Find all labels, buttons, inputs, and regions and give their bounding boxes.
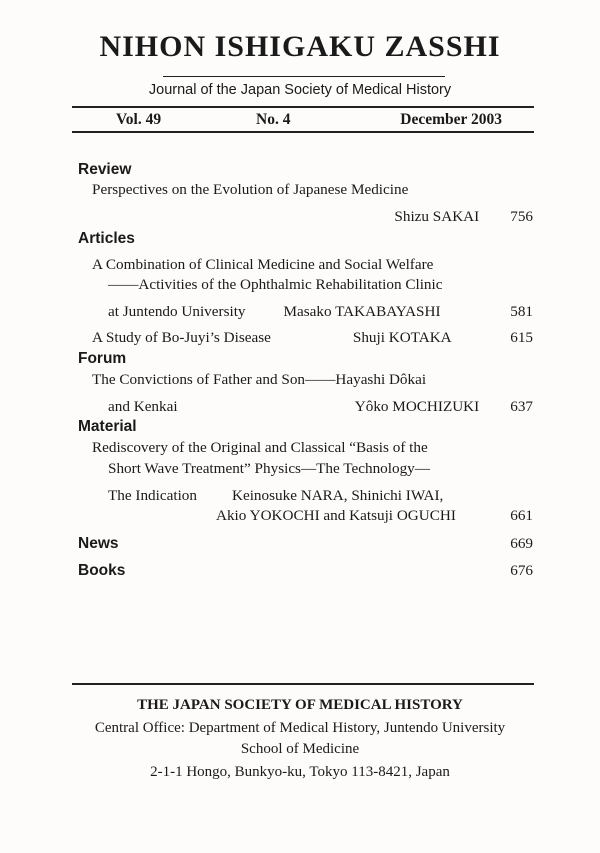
forum-page: 637 [510,398,533,415]
material-entry-row2 [216,500,533,526]
material-author-line2: Akio YOKOCHI and Katsuji OGUCHI [216,507,456,524]
issue-number-label: No. 4 [256,111,291,128]
leader-dots [454,322,509,342]
office-line1: Central Office: Department of Medical History, Juntendo University [94,720,506,736]
leader-dots [203,480,230,500]
section-heading-articles: Articles [78,230,135,247]
section-heading-review: Review [78,161,132,178]
forum-entry-row [108,391,533,417]
books-entry-row [78,555,533,581]
review-author: Shizu SAKAI [394,208,480,225]
leader-dots [180,391,353,411]
section-heading-forum: Forum [78,350,127,367]
forum-title-line2: and Kenkai [108,398,178,415]
news-entry-row [78,528,533,554]
review-title: Perspectives on the Evolution of Japanese Medicine [92,181,409,198]
leader-dots [277,322,351,342]
forum-title-line1: The Convictions of Father and Son——Hayashi Dôkai [92,371,427,388]
leader-dots [481,201,508,221]
volume-label: Vol. 49 [116,111,162,128]
section-heading-news: News [78,535,119,552]
news-page: 669 [510,535,533,552]
material-page: 661 [510,507,533,524]
article1-title-line2: ——Activities of the Ophthalmic Rehabilitation Clinic [108,276,443,293]
journal-title: NIHON ISHIGAKU ZASSHI [99,30,501,63]
section-heading-material: Material [78,418,137,435]
article1-title-line1: A Combination of Clinical Medicine and Social Welfare [92,256,434,273]
leader-dots [481,391,508,411]
leader-dots [443,296,509,316]
article1-page: 581 [510,303,533,320]
article1-entry-row [108,296,533,322]
article1-title-line3: at Juntendo University [108,303,246,320]
leader-dots [94,201,392,221]
review-entry-row [92,201,533,227]
material-title-line1: Rediscovery of the Original and Classical “Basis of the [92,439,428,456]
article2-author: Shuji KOTAKA [352,329,452,346]
office-address: 2-1-1 Hongo, Bunkyo-ku, Tokyo 113-8421, Japan [150,764,450,780]
article2-entry-row [92,322,533,348]
issue-bar [72,106,534,133]
title-rule [163,76,445,77]
forum-author: Yôko MOCHIZUKI [354,398,480,415]
footer-rule [72,683,534,685]
article1-author: Masako TAKABAYASHI [283,303,441,320]
society-name: THE JAPAN SOCIETY OF MEDICAL HISTORY [137,697,463,713]
leader-dots [135,555,508,575]
journal-subtitle: Journal of the Japan Society of Medical History [148,82,452,98]
article2-page: 615 [510,329,533,346]
leader-dots [252,296,282,316]
section-heading-books: Books [78,562,126,579]
article2-title: A Study of Bo-Juyi’s Disease [92,329,271,346]
material-title-line3: The Indication [108,487,197,504]
leader-dots [129,528,509,548]
leader-dots [458,500,508,520]
material-author-line1: Keinosuke NARA, Shinichi IWAI, [231,487,444,504]
issue-date-label: December 2003 [400,111,502,128]
books-page: 676 [510,562,533,579]
material-title-line2: Short Wave Treatment” Physics—The Technology— [108,460,430,477]
review-page: 756 [510,208,533,225]
office-line2: School of Medicine [240,741,360,757]
